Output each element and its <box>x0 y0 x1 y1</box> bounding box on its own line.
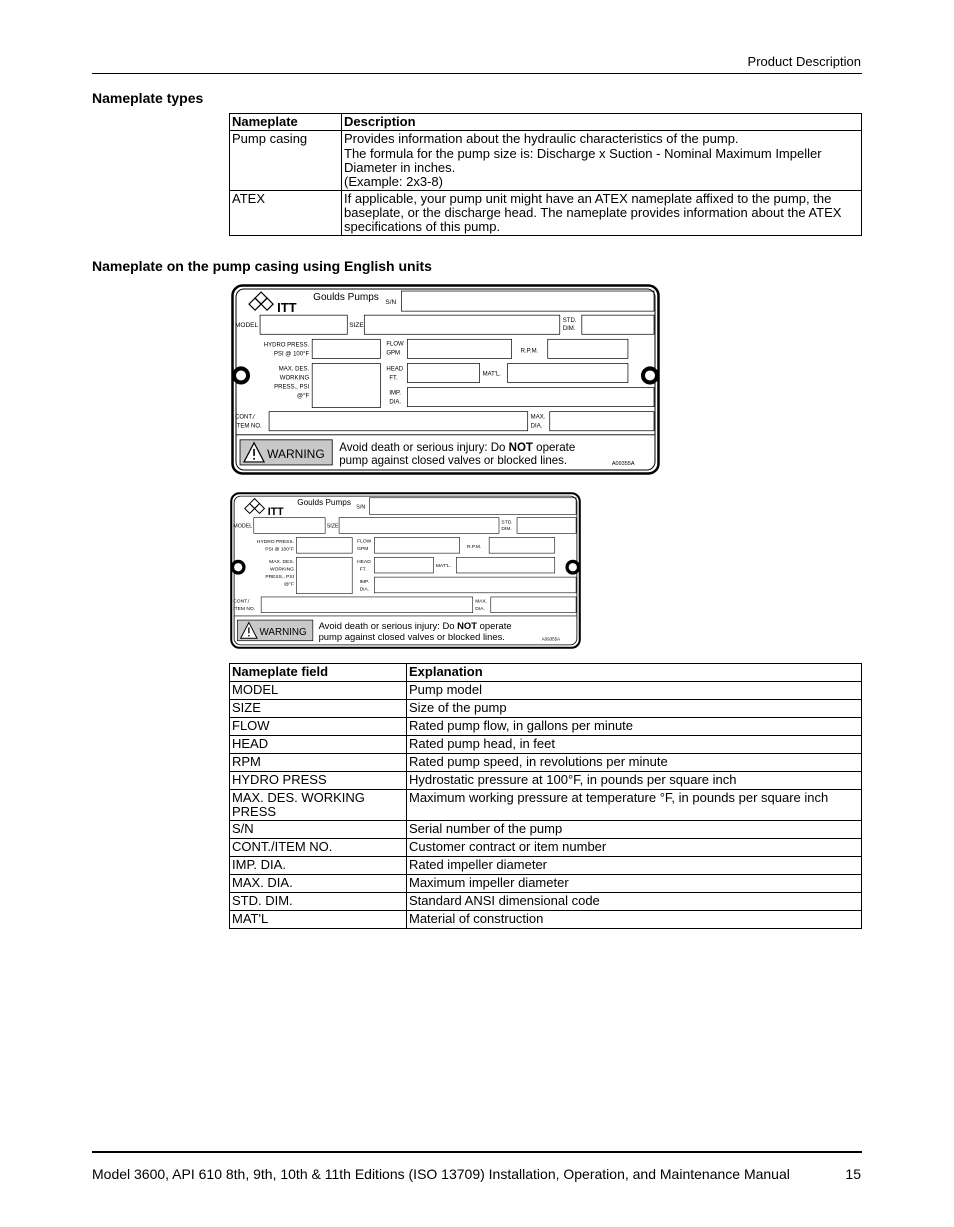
svg-text:MODEL: MODEL <box>233 523 253 530</box>
field-name-cell: MAX. DIA. <box>230 875 407 893</box>
table-row <box>230 700 862 718</box>
table-header-row <box>230 114 862 131</box>
svg-text:MODEL: MODEL <box>235 322 259 330</box>
brand-name: Goulds Pumps <box>297 498 351 508</box>
svg-text:DIA.: DIA. <box>530 423 543 430</box>
svg-text:IMP.: IMP. <box>359 579 370 585</box>
field-name-cell: S/N <box>230 821 407 839</box>
table-row <box>230 790 862 821</box>
svg-text:HYDRO PRESS.: HYDRO PRESS. <box>256 540 294 546</box>
nameplate-small <box>230 492 581 649</box>
warning-line-1: Avoid death or serious injury: Do NOT operate <box>318 621 512 633</box>
field-name-cell: FLOW <box>230 718 407 736</box>
svg-text:DIA.: DIA. <box>389 399 402 406</box>
field-name-cell: CONT./ITEM NO. <box>230 839 407 857</box>
svg-text:WORKING: WORKING <box>269 567 294 573</box>
svg-text:S/N: S/N <box>385 299 397 307</box>
field-explanation-cell: Rated pump speed, in revolutions per minute <box>407 754 862 772</box>
table-row <box>230 718 862 736</box>
svg-text:@°F: @°F <box>297 393 310 400</box>
nameplate-fields-table <box>229 663 862 929</box>
description-line: (Example: 2x3-8) <box>344 174 443 189</box>
svg-text:@°F: @°F <box>284 582 294 588</box>
svg-text:FLOW: FLOW <box>357 539 372 545</box>
table-row <box>230 682 862 700</box>
table-row <box>230 857 862 875</box>
footer-rule <box>92 1151 862 1153</box>
page-number: 15 <box>845 1166 861 1182</box>
table-header-row <box>230 664 862 682</box>
svg-text:HEAD: HEAD <box>386 366 404 373</box>
svg-text:S/N: S/N <box>356 504 366 511</box>
field-explanation-cell: Rated impeller diameter <box>407 857 862 875</box>
svg-text:PSI @ 100°F: PSI @ 100°F <box>265 547 294 553</box>
description-line: The formula for the pump size is: Discharge x Suction - Nominal Maximum Impeller Diameter in inches. <box>344 146 822 175</box>
svg-text:MAX. DES.: MAX. DES. <box>269 560 294 566</box>
svg-text:SIZE: SIZE <box>349 322 364 330</box>
field-explanation-cell: Hydrostatic pressure at 100°F, in pounds per square inch <box>407 772 862 790</box>
table-row <box>230 839 862 857</box>
field-name-cell: MODEL <box>230 682 407 700</box>
table-row <box>230 875 862 893</box>
field-name-cell: STD. DIM. <box>230 893 407 911</box>
field-name-cell: IMP. DIA. <box>230 857 407 875</box>
nameplate-types-table <box>229 113 862 236</box>
svg-text:WORKING: WORKING <box>279 375 310 382</box>
svg-text:HYDRO PRESS.: HYDRO PRESS. <box>263 342 310 349</box>
column-header: Nameplate <box>230 114 342 131</box>
svg-text:DIM.: DIM. <box>562 326 576 333</box>
field-name-cell: HEAD <box>230 736 407 754</box>
svg-text:PRESS., PSI: PRESS., PSI <box>274 384 310 391</box>
svg-text:STD.: STD. <box>501 520 513 526</box>
field-name-cell: RPM <box>230 754 407 772</box>
svg-text:DIA.: DIA. <box>359 587 370 593</box>
svg-text:SIZE: SIZE <box>326 523 339 530</box>
field-explanation-cell: Material of construction <box>407 911 862 929</box>
warning-line-2: pump against closed valves or blocked lines. <box>339 454 568 467</box>
svg-text:ITEM NO.: ITEM NO. <box>235 423 262 430</box>
field-explanation-cell: Pump model <box>407 682 862 700</box>
svg-text:R.P.M.: R.P.M. <box>467 545 482 551</box>
table-cell <box>342 131 862 191</box>
svg-text:PRESS., PSI: PRESS., PSI <box>265 574 294 580</box>
field-name-cell: SIZE <box>230 700 407 718</box>
warning-line-2: pump against closed valves or blocked lines. <box>318 631 505 643</box>
column-header: Description <box>342 114 862 131</box>
svg-text:STD.: STD. <box>562 318 577 325</box>
field-explanation-cell: Size of the pump <box>407 700 862 718</box>
table-row <box>230 893 862 911</box>
svg-text:DIA.: DIA. <box>475 607 485 613</box>
figure-code: A09355A <box>541 636 561 642</box>
field-explanation-cell: Rated pump head, in feet <box>407 736 862 754</box>
logo-text: ITT <box>277 300 297 316</box>
table-row <box>230 754 862 772</box>
description-line: Provides information about the hydraulic characteristics of the pump. <box>344 131 739 146</box>
svg-text:FT.: FT. <box>389 375 398 382</box>
svg-text:FLOW: FLOW <box>386 341 404 348</box>
table-row <box>230 131 862 191</box>
svg-text:MAT'L.: MAT'L. <box>435 564 451 570</box>
svg-text:FT.: FT. <box>359 567 367 573</box>
column-header: Nameplate field <box>230 664 407 682</box>
svg-text:ITEM NO.: ITEM NO. <box>233 607 256 613</box>
svg-text:IMP.: IMP. <box>389 390 401 397</box>
svg-text:GPM: GPM <box>386 350 401 357</box>
table-row <box>230 821 862 839</box>
figure-code: A09355A <box>611 460 635 467</box>
logo-text: ITT <box>267 506 284 519</box>
field-explanation-cell: Serial number of the pump <box>407 821 862 839</box>
field-explanation-cell: Rated pump flow, in gallons per minute <box>407 718 862 736</box>
field-explanation-cell: Standard ANSI dimensional code <box>407 893 862 911</box>
table-row <box>230 736 862 754</box>
warning-label: WARNING <box>267 446 325 461</box>
brand-name: Goulds Pumps <box>313 292 379 304</box>
warning-label: WARNING <box>259 626 307 638</box>
svg-text:R.P.M.: R.P.M. <box>520 348 539 355</box>
table-row <box>230 772 862 790</box>
description-line: If applicable, your pump unit might have an ATEX nameplate affixed to the pump, the baseplate, or the discharge head. The nameplate provides information about the ATEX specifications of this pump. <box>344 191 842 234</box>
svg-text:HEAD: HEAD <box>357 560 371 566</box>
running-header: Product Description <box>747 54 861 69</box>
table-cell: Pump casing <box>230 131 342 191</box>
svg-text:MAX.: MAX. <box>475 599 488 605</box>
field-name-cell: MAX. DES. WORKING PRESS <box>230 790 407 821</box>
warning-line-1: Avoid death or serious injury: Do NOT operate <box>339 441 576 454</box>
svg-text:MAT'L.: MAT'L. <box>482 371 501 378</box>
svg-text:MAX. DES.: MAX. DES. <box>278 366 310 373</box>
footer-manual-title: Model 3600, API 610 8th, 9th, 10th & 11th Editions (ISO 13709) Installation, Operation, and Maintenance Manual <box>92 1166 790 1182</box>
field-name-cell: MAT'L <box>230 911 407 929</box>
svg-text:CONT./: CONT./ <box>235 414 255 421</box>
table-row <box>230 191 862 236</box>
heading-nameplate-types: Nameplate types <box>92 90 204 106</box>
column-header: Explanation <box>407 664 862 682</box>
table-cell <box>342 191 862 236</box>
nameplate-large <box>231 284 660 475</box>
svg-text:CONT./: CONT./ <box>233 599 250 605</box>
field-explanation-cell: Customer contract or item number <box>407 839 862 857</box>
field-explanation-cell: Maximum impeller diameter <box>407 875 862 893</box>
svg-text:MAX.: MAX. <box>530 414 546 421</box>
svg-text:PSI @ 100°F: PSI @ 100°F <box>273 351 310 358</box>
field-explanation-cell: Maximum working pressure at temperature °F, in pounds per square inch <box>407 790 862 821</box>
header-rule <box>92 73 862 74</box>
table-row <box>230 911 862 929</box>
svg-text:GPM: GPM <box>357 546 369 552</box>
svg-text:DIM.: DIM. <box>501 526 512 533</box>
table-cell: ATEX <box>230 191 342 236</box>
field-name-cell: HYDRO PRESS <box>230 772 407 790</box>
heading-nameplate-english: Nameplate on the pump casing using English units <box>92 258 432 274</box>
